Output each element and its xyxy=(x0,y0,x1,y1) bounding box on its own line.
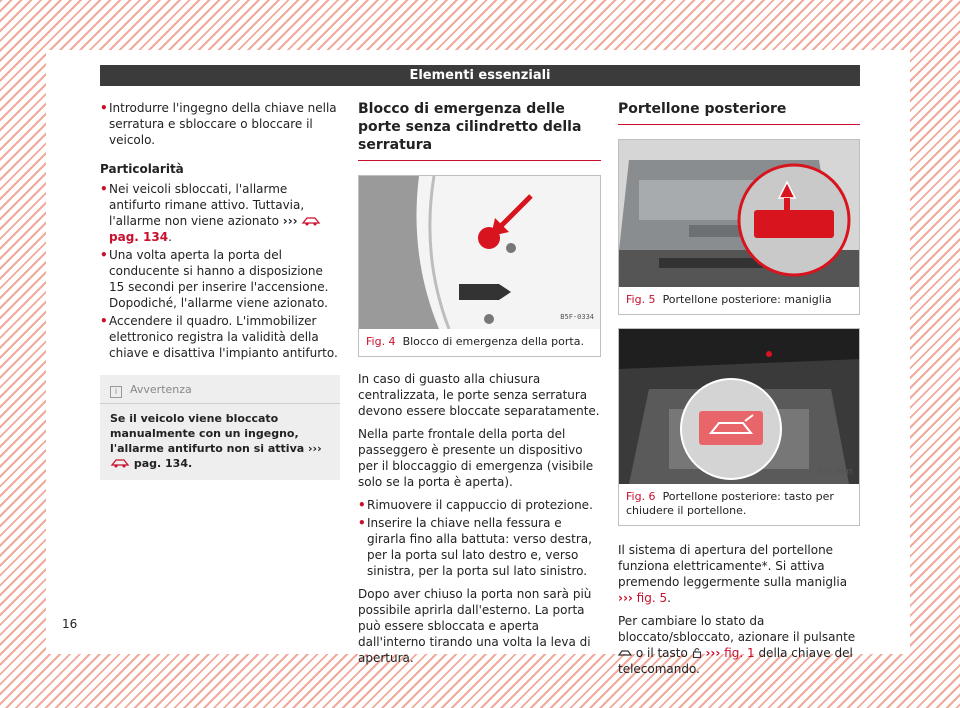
figure-caption: Fig. 4 Blocco di emergenza della porta. xyxy=(366,335,584,348)
list-item: • Inserire la chiave nella fessura e girarla fino alla battuta: verso destra, per la porta sul lato destro e, verso sinistra, per la porta sul lato sinistro. xyxy=(358,516,592,578)
paragraph: Per cambiare lo stato da bloccato/sbloccato, azionare il pulsante o il tasto ››› fig. 1 della chiave del telecomando. xyxy=(618,614,856,676)
figure-4 xyxy=(358,175,601,357)
door-lock-image xyxy=(359,176,600,329)
section-heading: Blocco di emergenza delle porte senza cilindretto della serratura xyxy=(358,100,601,161)
tailgate-button-image xyxy=(619,329,859,484)
paragraph: In caso di guasto alla chiusura centralizzata, le porte senza serratura devono essere bloccate separatamente. xyxy=(358,372,600,418)
paragraph: Il sistema di apertura del portellone funziona elettricamente*. Si attiva premendo leggermente sulla maniglia ››› fig. 5. xyxy=(618,543,848,605)
tailgate-handle-image xyxy=(619,140,859,287)
page-ref-link[interactable]: pag. 134 xyxy=(109,230,169,244)
section-header: Elementi essenziali xyxy=(100,65,860,86)
page-ref-link[interactable]: pag. 134 xyxy=(133,457,188,470)
figure-caption: Fig. 6 Portellone posteriore: tasto per chiudere il portellone. xyxy=(626,490,834,517)
ref-arrow: ››› xyxy=(282,214,298,228)
left-column xyxy=(100,100,340,480)
section-heading: Portellone posteriore xyxy=(618,100,860,125)
list-item: • Nei veicoli sbloccati, l'allarme antifurto rimane attivo. Tuttavia, l'allarme non viene azionato ››› pag. 134. xyxy=(100,181,340,245)
tailgate-button-illustration xyxy=(619,329,859,484)
figure-code: B5T-0045 xyxy=(819,468,853,476)
figure-6 xyxy=(618,328,860,526)
middle-column xyxy=(358,100,601,673)
figure-5 xyxy=(618,139,860,315)
section-title: Particolarità xyxy=(100,162,184,176)
fig-ref-link[interactable]: fig. 1 xyxy=(724,646,755,660)
figure-code: B5T-0096 xyxy=(819,271,853,279)
list-item: • Una volta aperta la porta del conducente si hanno a disposizione 15 secondi per inserire l'accensione. Dopodiché, l'allarme viene azionato. xyxy=(100,248,329,310)
door-lock-illustration xyxy=(359,176,600,329)
intro-bullet: • Introdurre l'ingegno della chiave nella serratura e sbloccare o bloccare il veicolo. xyxy=(100,101,337,147)
car-key-icon xyxy=(618,647,632,658)
unlock-icon xyxy=(692,647,702,658)
warning-body: Se il veicolo viene bloccato manualmente con un ingegno, l'allarme antifurto non si attiva ››› pag. 134. xyxy=(110,412,322,470)
ref-arrow: ››› xyxy=(308,442,322,455)
paragraph: Nella parte frontale della porta del passeggero è presente un dispositivo per il bloccaggio di emergenza (visibile solo se la porta è aperta). xyxy=(358,427,594,489)
figure-code: B5F-0334 xyxy=(560,313,594,321)
warning-header: i Avvertenza xyxy=(100,375,340,404)
paragraph: Dopo aver chiuso la porta non sarà più possibile aprirla dall'esterno. La porta può essere sbloccata e aperta dall'interno tirando una volta la leva di apertura. xyxy=(358,587,592,665)
alarm-icon xyxy=(110,457,130,468)
ref-arrow: ››› xyxy=(618,591,633,605)
list-item: • Accendere il quadro. L'immobilizer elettronico registra la validità della chiave e disattiva l'impianto antifurto. xyxy=(100,314,338,360)
right-column xyxy=(618,100,860,684)
page-number: 16 xyxy=(62,617,78,631)
alarm-icon xyxy=(301,215,321,226)
fig-ref-link[interactable]: fig. 5 xyxy=(636,591,668,605)
ref-arrow: ››› xyxy=(705,646,721,660)
figure-caption: Fig. 5 Portellone posteriore: maniglia xyxy=(626,293,832,306)
warning-box xyxy=(100,375,340,480)
list-item: • Rimuovere il cappuccio di protezione. xyxy=(358,498,593,512)
tailgate-handle-illustration xyxy=(619,140,859,287)
info-icon: i xyxy=(110,386,122,398)
